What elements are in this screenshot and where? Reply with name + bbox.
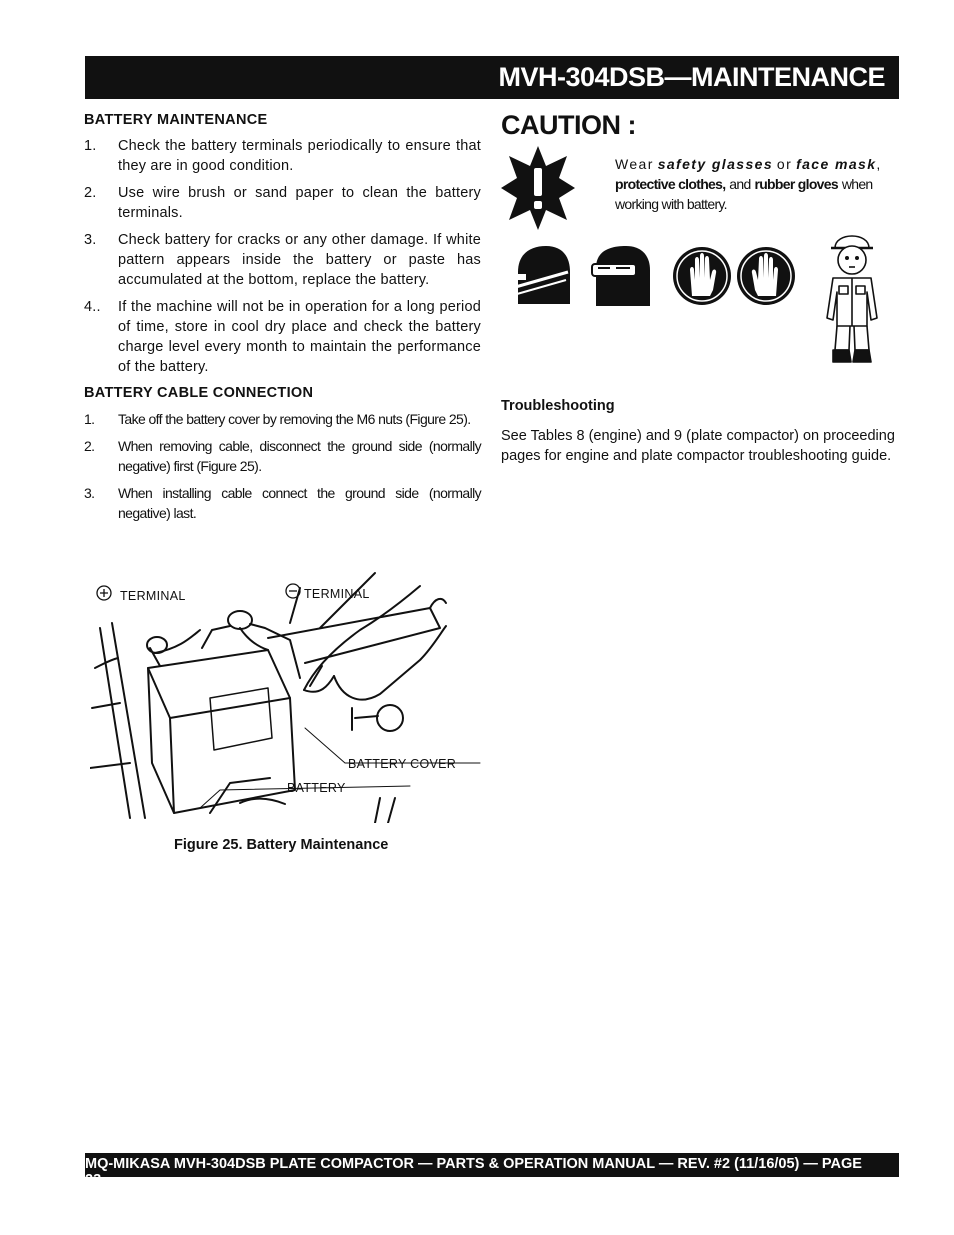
step-text: Check the battery terminals periodically to ensure that they are in good condition. [118,138,481,174]
list-item [84,230,481,290]
glove-icon [673,247,731,305]
ppe-icons [508,244,798,313]
step-text: Take off the battery cover by removing the M6 nuts (Figure 25). [118,411,471,427]
step-number: 3. [84,485,95,501]
list-item [84,409,481,429]
step-number: 4.. [84,299,101,315]
step-number: 3. [84,232,97,248]
troubleshooting-body: See Tables 8 (engine) and 9 (plate compactor) on proceeding pages for engine and plate compactor troubleshooting guide. [501,428,895,464]
label-battery-cover: BATTERY COVER [348,757,457,771]
footer-text: MQ-MIKASA MVH-304DSB PLATE COMPACTOR — PARTS & OPERATION MANUAL — REV. #2 (11/16/05) — PAGE 23 [85,1156,862,1188]
left-column [84,112,481,530]
step-text: When removing cable, disconnect the ground side (normally negative) first (Figure 25). [118,438,481,474]
page-footer [85,1153,899,1188]
step-number: 1. [84,411,95,427]
step-number: 1. [84,138,97,154]
right-column [501,110,901,464]
page-title: MVH-304DSB—MAINTENANCE [498,62,885,92]
list-item [84,297,481,377]
list-item [84,483,481,523]
list-item [84,136,481,176]
caution-text: Wear safety glasses or face mask, protective clothes, and rubber gloves when working with battery. [615,156,881,212]
safety-glasses-text: safety glasses [657,156,774,172]
label-terminal-positive: TERMINAL [120,589,186,603]
page-header [85,56,899,99]
worker-figure [819,226,885,366]
safety-glasses-icon [592,246,650,306]
step-text: If the machine will not be in operation for a long period of time, store in cool dry place and check the battery charge level every month to maintain the performance of the battery. [118,299,481,375]
label-battery: BATTERY [287,781,346,795]
battery-cable-list [84,409,481,523]
face-shield-icon [510,246,570,304]
face-mask-text: face mask [796,156,877,172]
step-text: When installing cable connect the ground side (normally negative) last. [118,485,481,521]
rubber-gloves-text: rubber gloves [754,176,838,192]
step-text: Use wire brush or sand paper to clean the battery terminals. [118,185,481,221]
battery-maintenance-heading: BATTERY MAINTENANCE [84,112,268,128]
troubleshooting-heading: Troubleshooting [501,398,615,414]
list-item [84,436,481,476]
glove-icon [737,247,795,305]
step-number: 2. [84,438,95,454]
battery-figure [90,568,485,823]
step-text: Check battery for cracks or any other damage. If white pattern appears inside the battery or paste has accumulated at the bottom, replace the battery. [118,232,481,288]
warning-burst-icon [501,146,575,230]
battery-maintenance-list [84,136,481,377]
label-terminal-negative: TERMINAL [304,587,370,601]
caution-heading: CAUTION : [501,110,636,140]
battery-illustration [90,568,485,823]
list-item [84,183,481,223]
figure-caption: Figure 25. Battery Maintenance [174,837,389,853]
battery-cable-heading: BATTERY CABLE CONNECTION [84,385,314,401]
protective-clothes-text: protective clothes, [615,176,726,192]
step-number: 2. [84,185,97,201]
